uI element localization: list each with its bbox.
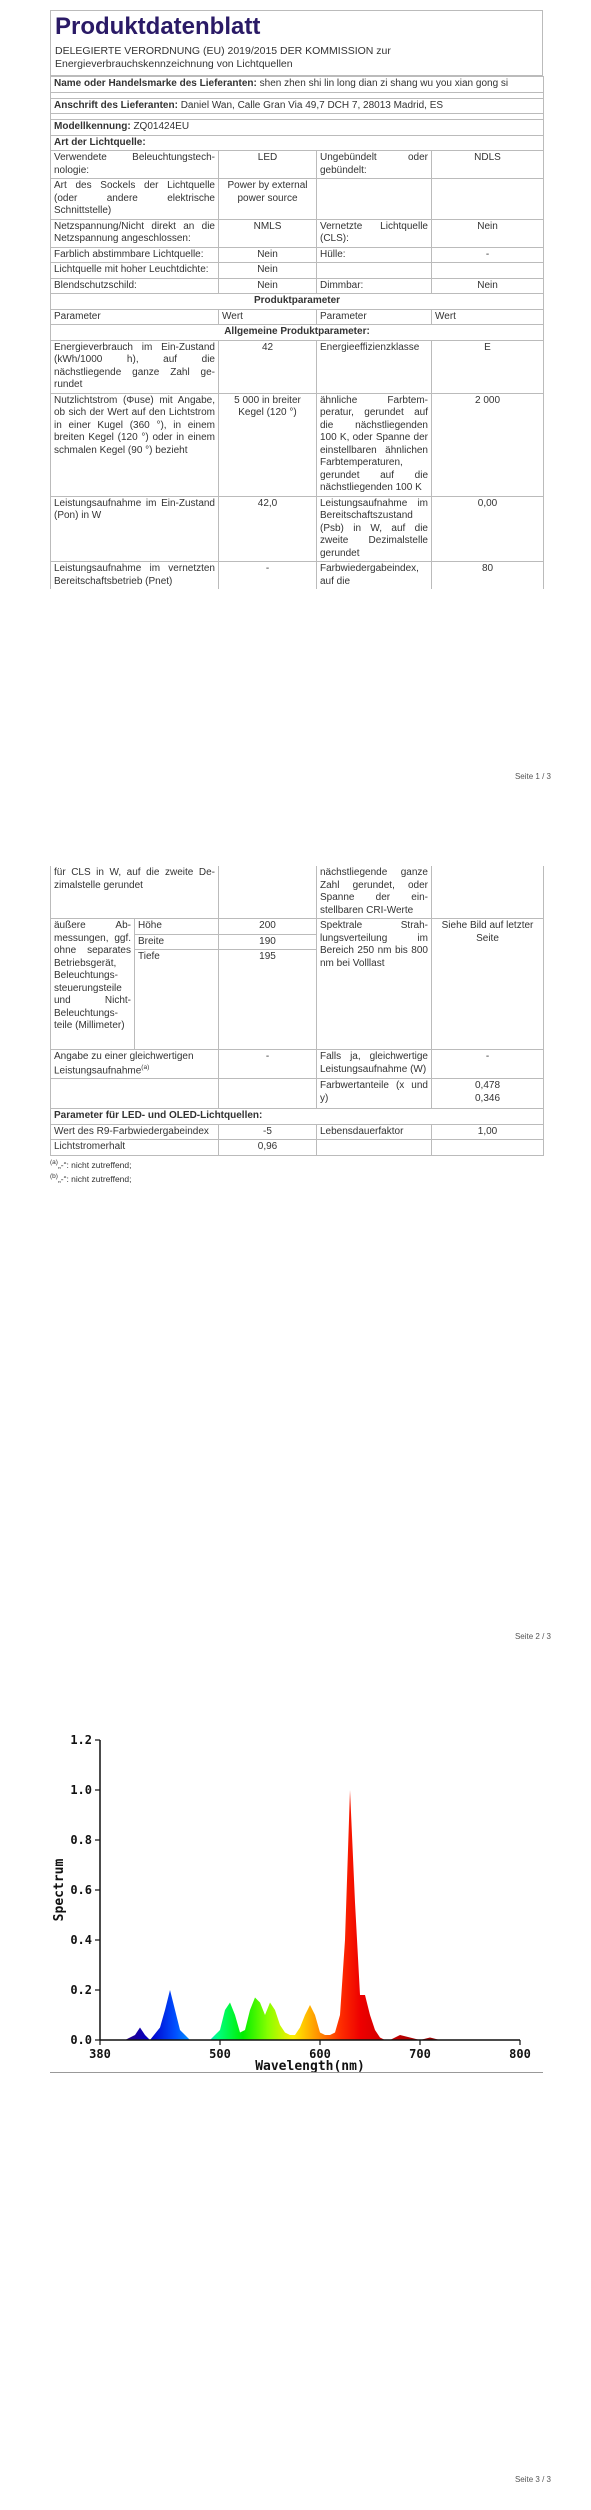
type-label-1: Verwendete Beleuchtungstechnologie: [51, 151, 219, 179]
general-row [51, 562, 544, 590]
equiv-power-label: Angabe zu einer gleichwertigen Leistungsaufnahme [54, 1051, 194, 1076]
survival-label: Lebensdauerfaktor [317, 1124, 432, 1140]
y-ticks [70, 1733, 100, 2047]
params-table-continued [50, 866, 544, 1156]
footnote-b: $^{(b)}$„-“: nicht zutreffend; [50, 1172, 132, 1184]
chart-bottom-rule [50, 2072, 543, 2073]
chroma-y: 0,346 [474, 1092, 501, 1104]
y-tick-label: 0.0 [70, 2033, 92, 2047]
col-param-1: Parameter [51, 309, 219, 325]
type-label-2 [317, 179, 432, 220]
col-value-1: Wert [219, 309, 317, 325]
x-tick-label: 800 [509, 2047, 531, 2061]
type-value-1: Nein [219, 263, 317, 279]
general-row [51, 393, 544, 496]
y-tick-label: 1.0 [70, 1783, 92, 1797]
type-header: Art der Lichtquelle: [51, 135, 544, 151]
page-2 [0, 860, 591, 1650]
chroma-empty-left [51, 1079, 219, 1109]
cri-cont-label: nächstliegende ganze Zahl gerundet, oder Spanne der einstellbaren CRI-Werte [317, 866, 432, 919]
general-row [51, 340, 544, 393]
type-value-1: NMLS [219, 219, 317, 247]
chart-area [100, 1790, 520, 2040]
type-rows [51, 151, 544, 294]
page-1 [0, 0, 591, 790]
type-row [51, 247, 544, 263]
equiv-watt-label: Falls ja, gleichwertige Leistungsaufnahme (W) [317, 1050, 432, 1079]
lumen-maint-label: Lichtstromerhalt [51, 1140, 219, 1156]
type-value-1: Power by external power source [219, 179, 317, 220]
spectral-label: Spektrale Strahlungsverteilung im Bereich 250 nm bis 800 nm bei Volllast [317, 919, 432, 1050]
param-label-1: Leistungsaufnahme im vernetzten Bereitschaftsbetrieb (Pnet) [51, 562, 219, 590]
general-row [51, 496, 544, 562]
dim-depth-label: Tiefe [135, 950, 219, 1050]
lumen-maint-value: 0,96 [219, 1140, 317, 1156]
type-label-1: Farblich abstimmbare Lichtquelle: [51, 247, 219, 263]
model-label: Modellkennung: [54, 121, 131, 133]
spectral-value: Siehe Bild auf letzter Seite [432, 919, 544, 1050]
param-label-2: ähnliche Farbtemperatur, gerundet auf die nächstliegenden 100 K, oder Spanne der einstellbaren ähnlichen Farbtemperaturen, gerundet auf die nächstliegenden 100 K [317, 393, 432, 496]
survival-value: 1,00 [432, 1124, 544, 1140]
type-label-1: Art des Sockels der Lichtquelle (oder andere elektrische Schnittstelle) [51, 179, 219, 220]
type-row [51, 151, 544, 179]
footnote-a: $^{(a)}$„-“: nicht zutreffend; [50, 1158, 132, 1170]
chroma-empty-value [219, 1079, 317, 1109]
model-row [51, 120, 544, 136]
dim-width-label: Breite [135, 934, 219, 950]
product-params-header: Produktparameter [51, 294, 544, 310]
dimensions-label: äußere Abmessungen, ggf. ohne separates Betriebsgerät, Beleuchtungssteuerungsteile und Nicht-Beleuchtungsteile (Millimeter) [51, 919, 135, 1050]
x-tick-label: 380 [89, 2047, 111, 2061]
param-value-2: 80 [432, 562, 544, 590]
page-number-2: Seite 2 / 3 [514, 1632, 551, 1641]
param-value-2: 0,00 [432, 496, 544, 562]
x-tick-label: 600 [309, 2047, 331, 2061]
param-value-1: 42 [219, 340, 317, 393]
equiv-power-row [51, 1050, 219, 1079]
type-row [51, 179, 544, 220]
type-row [51, 278, 544, 294]
r9-label: Wert des R9-Farbwiedergabeindex [51, 1124, 219, 1140]
spectrum-chart [45, 1700, 585, 2080]
param-label-2: Farbwiedergabeindex, auf die [317, 562, 432, 590]
x-axis-label: Wavelength(nm) [255, 2059, 365, 2074]
lumen-maint-empty-1 [317, 1140, 432, 1156]
x-tick-label: 700 [409, 2047, 431, 2061]
type-value-2 [432, 263, 544, 279]
pnet-cont-value [219, 866, 317, 919]
general-rows [51, 340, 544, 589]
param-value-1: 5 000 in breiter Kegel (120 °) [219, 393, 317, 496]
param-label-1: Nutzlichtstrom (Φuse) mit Angabe, ob sich der Wert auf den Lichtstrom in einer Kugel (360 °), in einem breiten Kegel (120 °) oder in einem schmalen Kegel (90 °) bezieht [51, 393, 219, 496]
dim-height-label: Höhe [135, 919, 219, 935]
type-label-1: Lichtquelle mit hoher Leuchtdichte: [51, 263, 219, 279]
param-value-2: 2 000 [432, 393, 544, 496]
x-ticks [89, 2040, 531, 2061]
y-tick-label: 1.2 [70, 1733, 92, 1747]
lumen-maint-empty-2 [432, 1140, 544, 1156]
supplier-table [50, 76, 544, 589]
chroma-x: 0,478 [474, 1080, 501, 1092]
y-axis-label: Spectrum [52, 1858, 67, 1922]
type-label-2 [317, 263, 432, 279]
type-value-1: LED [219, 151, 317, 179]
type-label-1: Blendschutzschild: [51, 278, 219, 294]
param-label-2: Energieeffizienzklasse [317, 340, 432, 393]
y-tick-label: 0.6 [70, 1883, 92, 1897]
pnet-cont-label: für CLS in W, auf die zweite Dezimalstelle gerundet [51, 866, 219, 919]
param-value-2: E [432, 340, 544, 393]
type-label-2: Dimmbar: [317, 278, 432, 294]
param-label-1: Energieverbrauch im Ein-Zustand (kWh/1000 h), auf die nächstliegende ganze Zahl gerundet [51, 340, 219, 393]
y-tick-label: 0.4 [70, 1933, 92, 1947]
page-number-1: Seite 1 / 3 [514, 772, 551, 781]
type-value-2 [432, 179, 544, 220]
dim-height-value: 200 [219, 919, 317, 935]
type-label-2: Hülle: [317, 247, 432, 263]
r9-value: -5 [219, 1124, 317, 1140]
model-id: ZQ01424EU [133, 121, 190, 133]
page-number-3: Seite 3 / 3 [514, 2475, 551, 2484]
page-title: Produktdatenblatt [50, 10, 543, 43]
regulation-text: DELEGIERTE VERORDNUNG (EU) 2019/2015 DER KOMMISSION zur Energieverbrauchskennzeichnung von Lichtquellen [50, 43, 543, 76]
type-value-2: Nein [432, 219, 544, 247]
supplier-address: Daniel Wan, Calle Gran Via 49,7 DCH 7, 28013 Madrid, ES [180, 99, 444, 111]
col-param-2: Parameter [317, 309, 432, 325]
y-tick-label: 0.8 [70, 1833, 92, 1847]
supplier-name-row [51, 77, 544, 93]
equiv-watt-value: - [432, 1050, 544, 1079]
dim-width-value: 190 [219, 934, 317, 950]
type-row [51, 263, 544, 279]
led-params-header: Parameter für LED- und OLED-Lichtquellen: [51, 1109, 544, 1125]
supplier-name-label: Name oder Handelsmarke des Lieferanten: [54, 78, 257, 90]
type-label-1: Netzspannung/Nicht direkt an die Netzspannung angeschlossen: [51, 219, 219, 247]
cri-cont-value [432, 866, 544, 919]
type-value-1: Nein [219, 247, 317, 263]
equiv-power-value: - [219, 1050, 317, 1079]
type-label-2: Vernetzte Lichtquelle (CLS): [317, 219, 432, 247]
param-label-2: Leistungsaufnahme im Bereitschaftszustand (Psb) in W, auf die zweite Dezimalstelle gerundet [317, 496, 432, 562]
type-value-1: Nein [219, 278, 317, 294]
type-value-2: NDLS [432, 151, 544, 179]
supplier-address-label: Anschrift des Lieferanten: [54, 99, 178, 111]
chroma-values [432, 1079, 544, 1109]
x-tick-label: 500 [209, 2047, 231, 2061]
type-value-2: - [432, 247, 544, 263]
type-row [51, 219, 544, 247]
general-params-header: Allgemeine Produktparameter: [51, 325, 544, 341]
datasheet-page-2 [50, 866, 543, 1185]
spectrum-area [100, 1790, 520, 2040]
y-tick-label: 0.2 [70, 1983, 92, 1997]
datasheet-page-1 [50, 10, 543, 589]
supplier-address-row [51, 98, 544, 114]
param-value-1: - [219, 562, 317, 590]
supplier-name: shen zhen shi lin long dian zi shang wu you xian gong si [259, 78, 509, 90]
type-label-2: Ungebündelt oder gebündelt: [317, 151, 432, 179]
col-value-2: Wert [432, 309, 544, 325]
footnotes [50, 1156, 543, 1185]
param-value-1: 42,0 [219, 496, 317, 562]
dim-depth-value: 195 [219, 950, 317, 1050]
page-3 [0, 1700, 591, 2510]
param-label-1: Leistungsaufnahme im Ein-Zustand (Pon) in W [51, 496, 219, 562]
note-a-marker: (a) [141, 1063, 150, 1071]
type-value-2: Nein [432, 278, 544, 294]
chroma-label: Farbwertanteile (x und y) [317, 1079, 432, 1109]
